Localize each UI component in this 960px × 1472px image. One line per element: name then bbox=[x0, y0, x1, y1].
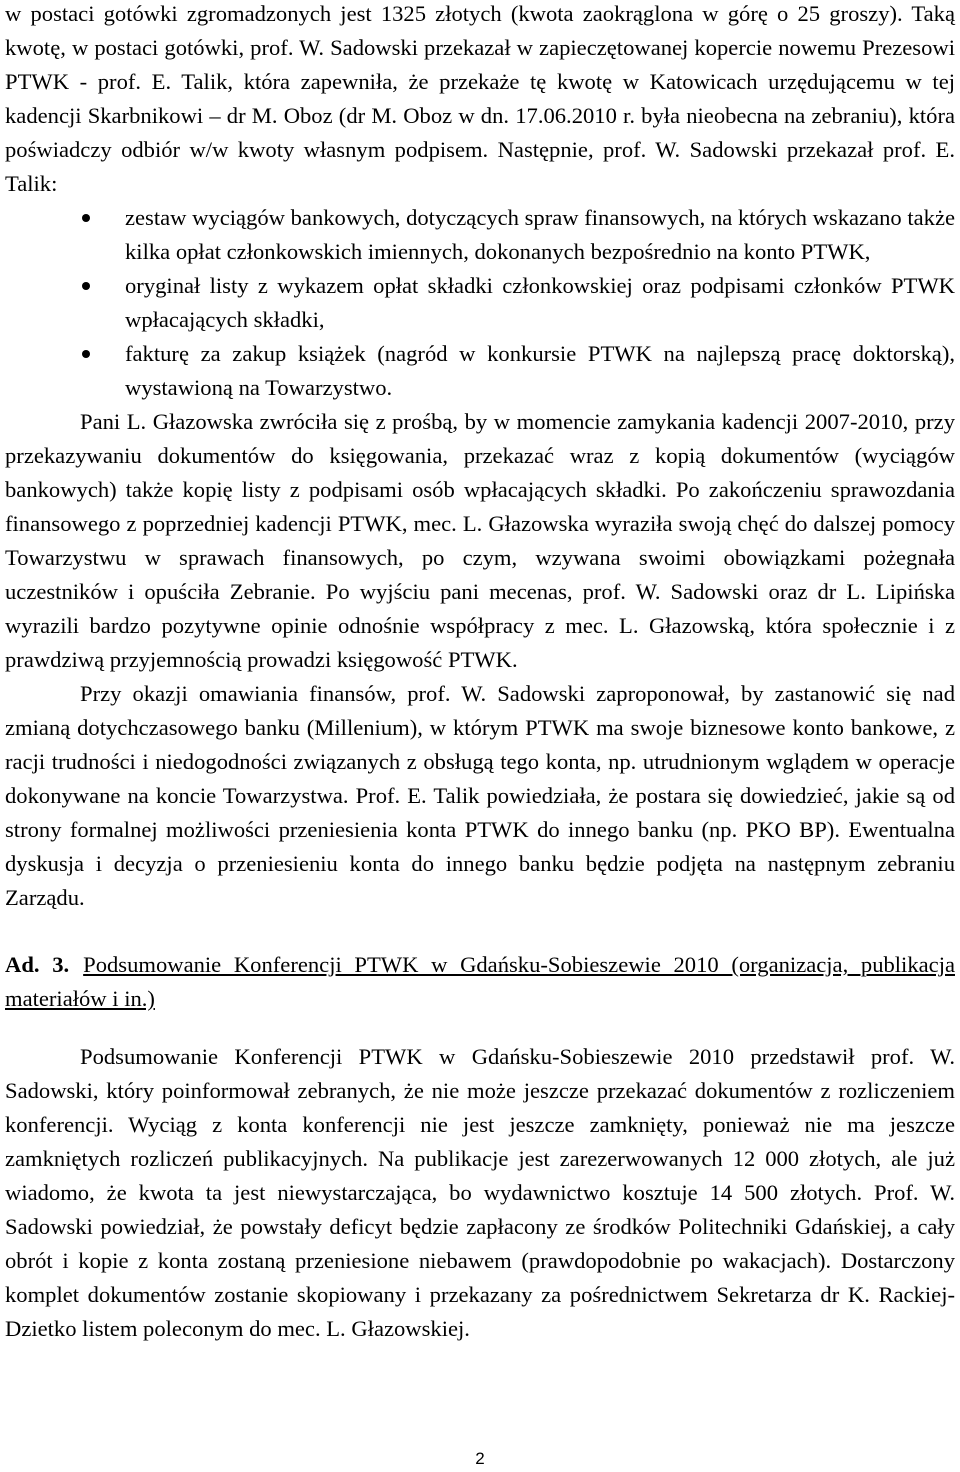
bullet-icon bbox=[82, 214, 90, 222]
intro-paragraph: w postaci gotówki zgromadzonych jest 1325 złotych (kwota zaokrąglona w górę o 25 groszy). Taką kwotę, w postaci gotówki, prof. W. Sadowski przekazał w zapieczętowanej kopercie nowemu Prezesowi PTWK - prof. E. Talik, która zapewniła, że przekaże tę kwotę w Katowicach urzędującemu w tej kadencji Skarbnikowi – dr M. Oboz (dr M. Oboz w dn. 17.06.2010 r. była nieobecna na zebraniu), która poświadczy odbiór w/w kwoty własnym podpisem. Następnie, prof. W. Sadowski przekazał prof. E. Talik: bbox=[5, 1, 955, 196]
section-number: Ad. 3. bbox=[5, 952, 70, 977]
document-page bbox=[5, 0, 955, 1346]
paragraph-bank: Przy okazji omawiania finansów, prof. W. Sadowski zaproponował, by zastanowić się nad zmianą dotychczasowego banku (Millenium), w którym PTWK ma swoje biznesowe konto bankowe, z racji trudności i niedogodności związanych z obsługą tego konta, np. utrudnionym wglądem w operacje dokonywane na koncie Towarzystwa. Prof. E. Talik powiedziała, że postara się dowiedzieć, jakie są od strony formalnej możliwości przeniesienia konta PTWK do innego banku (np. PKO BP). Ewentualna dyskusja i decyzja o przeniesieniu konta do innego banku będzie podjęta na następnym zebraniu Zarządu. bbox=[5, 681, 955, 910]
list-item-text: zestaw wyciągów bankowych, dotyczących spraw finansowych, na których wskazano także kilka opłat członkowskich imiennych, dokonanych bezpośrednio na konto PTWK, bbox=[125, 205, 956, 264]
bullet-icon bbox=[82, 282, 90, 290]
paragraph-glazowska: Pani L. Głazowska zwróciła się z prośbą, by w momencie zamykania kadencji 2007-2010, przy przekazywaniu dokumentów do księgowania, przekazać wraz z kopią dokumentów (wyciągów bankowych) także kopię listy z podpisami osób wpłacających składki. Po zakończeniu sprawozdania finansowego z poprzedniej kadencji PTWK, mec. L. Głazowska wyraziła swoją chęć do dalszej pomocy Towarzystwu w sprawach finansowych, po czym, wzywana swoimi obowiązkami pożegnała uczestników i opuściła Zebranie. Po wyjściu pani mecenas, prof. W. Sadowski oraz dr L. Lipińska wyrazili bardzo pozytywne opinie odnośnie współpracy z mec. L. Głazowską, która społecznie i z prawdziwą przyjemnością prowadzi księgowość PTWK. bbox=[5, 409, 955, 672]
section-heading bbox=[5, 948, 955, 1016]
list-item-text: fakturę za zakup książek (nagród w konkursie PTWK na najlepszą pracę doktorską), wystawioną na Towarzystwo. bbox=[125, 341, 955, 400]
list-item-text: oryginał listy z wykazem opłat składki członkowskiej oraz podpisami członków PTWK wpłacających składki, bbox=[125, 273, 955, 332]
list-item bbox=[5, 337, 955, 405]
section-title: Podsumowanie Konferencji PTWK w Gdańsku-Sobieszewie 2010 (organizacja, publikacja materiałów i in.) bbox=[5, 952, 955, 1011]
handover-list bbox=[5, 201, 955, 405]
page-number: 2 bbox=[475, 1449, 485, 1468]
paragraph-conference: Podsumowanie Konferencji PTWK w Gdańsku-Sobieszewie 2010 przedstawił prof. W. Sadowski, który poinformował zebranych, że nie może jeszcze przekazać dokumentów z rozliczeniem konferencji. Wyciąg z konta konferencji nie jest jeszcze zamknięty, ponieważ nie ma jeszcze zamkniętych rozliczeń publikacyjnych. Na publikacje jest zarezerwowanych 12 000 złotych, ale już wiadomo, że kwota ta jest niewystarczająca, bo wydawnictwo kosztuje 14 500 złotych. Prof. W. Sadowski powiedział, że powstały deficyt będzie zapłacony ze środków Politechniki Gdańskiej, a cały obrót i kopie z konta zostaną przeniesione niebawem (prawdopodobnie po wakacjach). Dostarczony komplet dokumentów zostanie skopiowany i przekazany za pośrednictwem Sekretarza dr K. Rackiej-Dzietko listem poleconym do mec. L. Głazowskiej. bbox=[5, 1044, 955, 1341]
list-item bbox=[5, 201, 955, 269]
list-item bbox=[5, 269, 955, 337]
bullet-icon bbox=[82, 350, 90, 358]
